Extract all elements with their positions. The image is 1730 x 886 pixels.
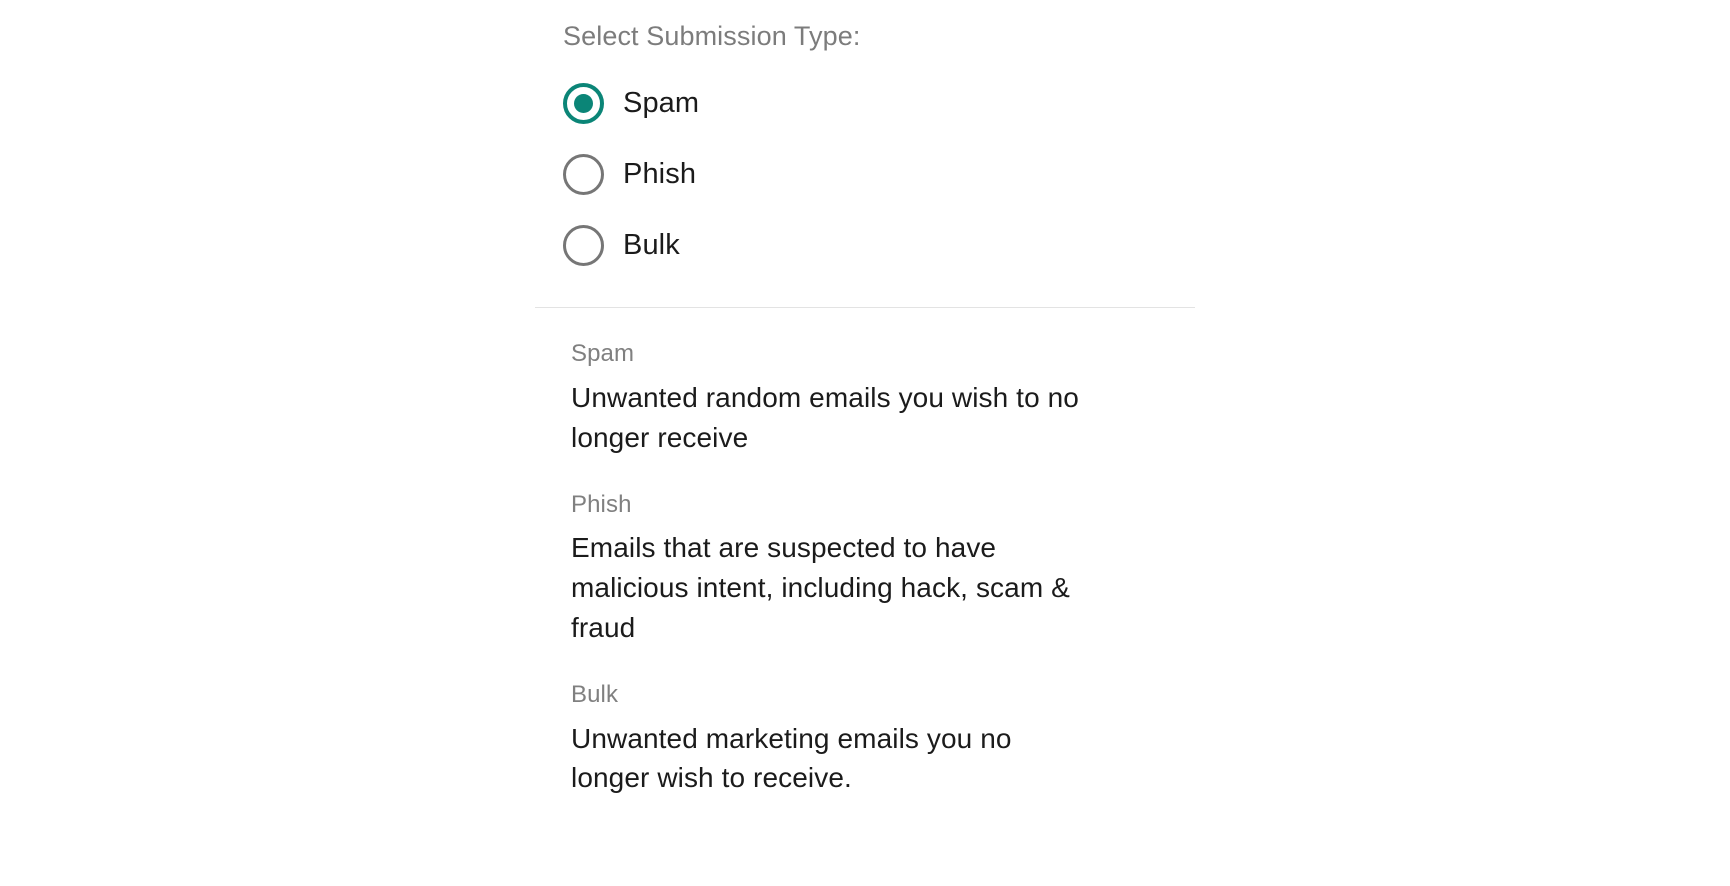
form-label: Select Submission Type:: [563, 21, 861, 51]
radio-button-selected-icon[interactable]: [563, 83, 604, 124]
description-term-spam: Spam: [571, 340, 635, 368]
radio-button-unselected-icon[interactable]: [563, 154, 604, 195]
radio-button-unselected-icon[interactable]: [563, 225, 604, 266]
submission-type-radio-group[interactable]: [538, 68, 1198, 308]
radio-option-label-phish: Phish: [623, 158, 697, 191]
radio-option-spam[interactable]: [563, 68, 1198, 139]
form-container: [538, 0, 1198, 831]
radio-dot-icon: [574, 165, 593, 184]
description-item-phish: [571, 491, 1198, 648]
description-item-spam: [571, 340, 1198, 457]
description-text-bulk: Unwanted marketing emails you no longer wish to receive.: [571, 722, 1012, 794]
radio-option-phish[interactable]: [563, 139, 1198, 210]
submission-type-descriptions: [538, 308, 1198, 798]
radio-option-label-bulk: Bulk: [623, 229, 680, 262]
radio-option-bulk[interactable]: [563, 210, 1198, 281]
radio-option-label-spam: Spam: [623, 87, 700, 120]
description-item-bulk: [571, 681, 1198, 798]
radio-dot-icon: [574, 236, 593, 255]
description-term-bulk: Bulk: [571, 680, 619, 708]
radio-dot-icon: [574, 94, 593, 113]
description-term-phish: Phish: [571, 490, 632, 518]
description-text-spam: Unwanted random emails you wish to no longer receive: [571, 382, 1079, 453]
description-text-phish: Emails that are suspected to have malicious intent, including hack, scam & fraud: [571, 532, 1070, 643]
